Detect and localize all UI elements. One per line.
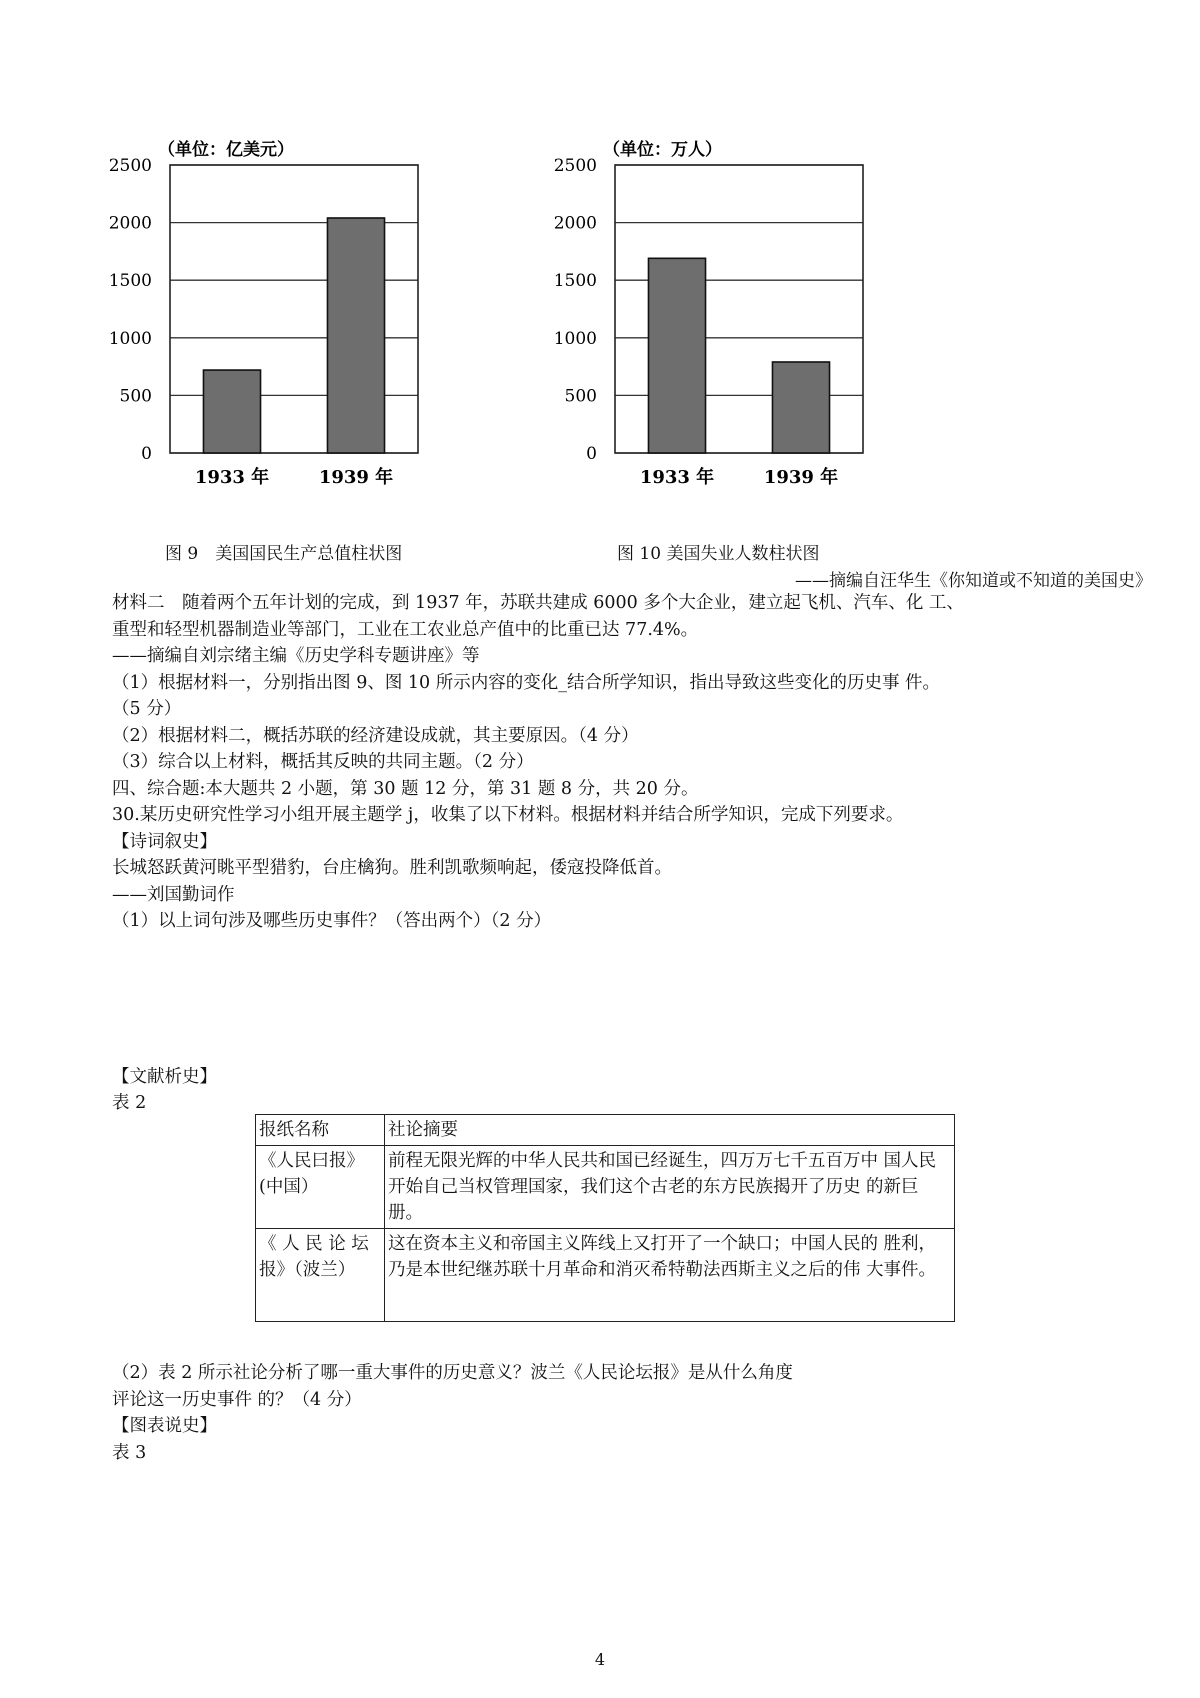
question-text [112,590,1112,1117]
chart-unemployment-svg [545,140,925,540]
chart-y-tick-label: 2500 [553,156,597,176]
chart-section-heading: 【图表说史】 [112,1416,217,1436]
question-30-stem: 30.某历史研究性学习小组开展主题学 j，收集了以下材料。根据材料并结合所学知识，完成下列要求。 [112,805,904,825]
question-1: （1）根据材料一，分别指出图 9、图 10 所示内容的变化_结合所学知识，指出导致这些变化的历史事 件。 [112,672,941,693]
chart-unemployment-caption: 图 10 美国失业人数柱状图 [617,544,820,564]
document-section-heading: 【文献析史】 [112,1066,217,1087]
chart-bar-0 [203,370,260,453]
table-3-label: 表 3 [112,1442,147,1463]
chart-gnp-svg [100,140,480,540]
material-two-source: ——摘编自刘宗绪主编《历史学科专题讲座》等 [112,646,480,666]
table-cell-newspaper: 《 人 民 论 坛 报》（波兰） [256,1229,385,1322]
table-row [256,1229,955,1322]
chart-y-tick-label: 1500 [108,271,152,292]
table-cell-summary: 这在资本主义和帝国主义阵线上又打开了一个缺口；中国人民的 胜利，乃是本世纪继苏联十月革命和消灭希特勒法西斯主义之后的伟 大事件。 [385,1229,955,1322]
chart-y-tick-label: 2500 [108,156,152,176]
chart-y-tick-label: 500 [119,386,152,407]
chart-y-tick-label: 500 [564,386,597,407]
material-two-line-2: 重型和轻型机器制造业等部门，工业在工农业总产值中的比重已达 77.4%。 [112,619,699,640]
poem-section-heading: 【诗词叙史】 [112,831,217,852]
chart-bar-1 [327,218,384,453]
chart-x-tick-label: 1939 年 [318,467,394,488]
after-table-text [112,1360,1112,1466]
question-1-score: （5 分） [112,699,182,719]
chart-y-tick-label: 1000 [108,328,152,349]
poem-text: 长城怒跃黄河眺平型猎豹，台庄檎狗。胜利凯歌频响起，倭寇投降低首。 [112,858,672,878]
chart-gnp-caption: 图 9 美国国民生产总值柱状图 [165,544,403,564]
poem-author: ——刘国勤词作 [112,884,235,905]
table-header-newspaper: 报纸名称 [256,1115,385,1146]
chart-y-tick-label: 0 [141,444,152,464]
chart-bar-0 [648,258,705,453]
chart-y-tick-label: 1500 [553,271,597,292]
table-row [256,1146,955,1229]
table-cell-newspaper: 《人民曰报》(中国） [256,1146,385,1229]
chart-y-tick-label: 2000 [108,213,152,234]
page-number: 4 [594,1650,606,1669]
question-30-2-part-b: 评论这一历史事件 的？（4 分） [112,1389,362,1410]
chart-unit-label: （单位：万人） [603,140,722,160]
question-3: （3）综合以上材料，概括其反映的共同主题。（2 分） [112,752,534,772]
material-two-line-1: 材料二 随着两个五年计划的完成，到 1937 年，苏联共建成 6000 多个大企业，建立起飞机、汽车、化 工、 [112,593,964,613]
section-four-heading: 四、综合题:本大题共 2 小题，第 30 题 12 分，第 31 题 8 分，共 20 分。 [112,778,699,799]
question-2: （2）根据材料二，概括苏联的经济建设成就，其主要原因。（4 分） [112,725,639,746]
editorial-table [255,1114,955,1322]
question-30-2-part-a: （2）表 2 所示社论分析了哪一重大事件的历史意义？波兰《人民论坛报》是从什么角度 [112,1363,793,1383]
chart-y-tick-label: 1000 [553,328,597,349]
table-2-label: 表 2 [112,1093,147,1113]
chart-x-tick-label: 1933 年 [194,467,270,488]
table-header-row [256,1115,955,1146]
chart-x-tick-label: 1939 年 [763,467,839,488]
chart-unemployment [545,140,925,540]
chart-source-line: ——摘编自汪华生《你知道或不知道的美国史》 [795,571,1152,591]
chart-gnp [100,140,480,540]
table-header-summary: 社论摘要 [385,1115,955,1146]
question-30-1: （1）以上词句涉及哪些历史事件？（答出两个）（2 分） [112,911,552,931]
chart-y-tick-label: 0 [586,444,597,464]
chart-x-tick-label: 1933 年 [639,467,715,488]
chart-y-tick-label: 2000 [553,213,597,234]
chart-bar-1 [772,362,829,453]
table-cell-summary: 前程无限光辉的中华人民共和国已经诞生，四万万七千五百万中 国人民开始自己当权管理国家，我们这个古老的东方民族揭开了历史 的新巨册。 [385,1146,955,1229]
chart-unit-label: （单位：亿美元） [158,140,294,160]
